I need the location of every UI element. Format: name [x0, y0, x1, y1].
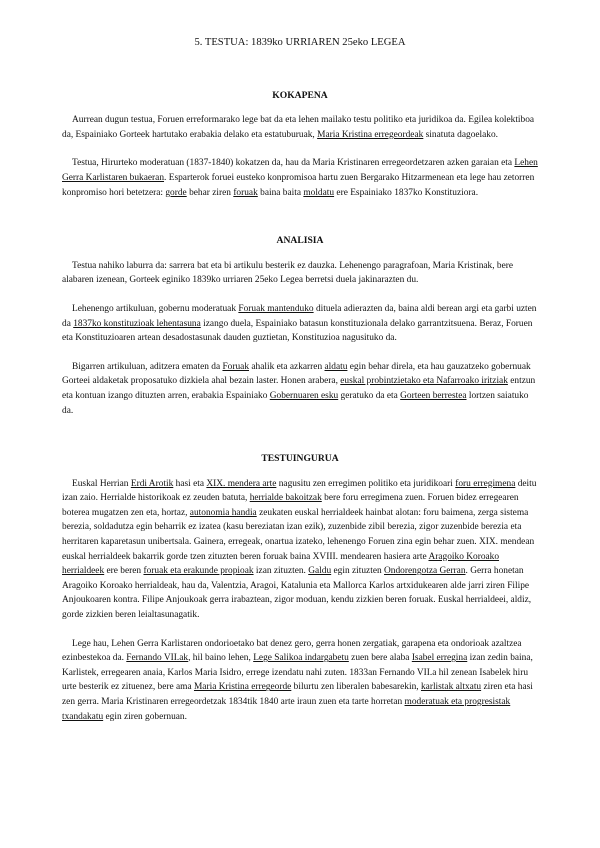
text-run: ere Espainiako 1837ko Konstituziora.: [334, 187, 479, 198]
text-run: dituela adierazten da, baina aldi berean argi eta garbi uzten da: [62, 303, 537, 329]
underlined-term: XIX. mendera arte: [206, 478, 277, 489]
text-run: deitu izan zaio. Herrialde historikoak ez zeuden batuta,: [62, 478, 537, 504]
underlined-term: Galdu: [308, 566, 332, 577]
underlined-term: Maria Kristina erregeorde: [193, 682, 292, 693]
text-run: sinatuta dagoelako.: [423, 129, 499, 140]
underlined-term: moldatu: [303, 187, 335, 198]
underlined-term: Fernando VII.ak: [126, 653, 189, 664]
underlined-term: 1837ko konstituzioak lehentasuna: [73, 318, 201, 329]
text-run: Lege hau, Lehen Gerra Karlistaren ondorioetako bat denez gero, gerra honen zergatiak, garapena eta ondorioak azaltzea ezinbestekoa da.: [62, 638, 522, 664]
underlined-term: Lege Salikoa indargabetu: [253, 653, 349, 664]
document-title: 5. TESTUA: 1839ko URRIAREN 25eko LEGEA: [194, 37, 406, 48]
underlined-term: Lehen Gerra Karlistaren bukaeran: [62, 158, 538, 183]
text-run: nagusitu zen erregimen politiko eta juridikoari: [276, 478, 456, 489]
underlined-term: aldatu: [324, 361, 348, 372]
section-heading: KOKAPENA: [272, 89, 328, 101]
text-run: Testua, Hirurteko moderatuan (1837-1840) kokatzen da, hau da Maria Kristinaren erregeordetzaren azken garaian eta: [72, 158, 515, 169]
underlined-term: Ondorengotza Gerran: [384, 566, 466, 577]
underlined-term: Aragoiko Koroako herrialdeek: [62, 551, 500, 577]
text-run: egin zituzten: [331, 566, 385, 577]
text-run: egin behar direla, eta hau gauzatzeko gobernuak Gorteei aldaketak proposatuko dizkiela ahal bezain laster. Honen arabera,: [62, 361, 531, 387]
underlined-term: herrialde bakoitzak: [249, 493, 322, 504]
text-run: baina baita: [257, 187, 304, 198]
paragraph: [62, 302, 538, 346]
underlined-term: Erdi Arotik: [130, 478, 174, 489]
text-run: . Gerra honetan Aragoiko Koroako herrialdeak, hau da, Valentzia, Aragoi, Katalunia eta Mallorca Karlos artxidukearen alde jarri ziren Filipe Anjoukoaren kontra. Filipe Anjoukoak gerra irabaztean, zigor moduan, kendu zizkien beren foruak. Euskal herrialdeei, aldiz, gorde zizkien beren leialtasunagatik.: [62, 566, 532, 621]
underlined-term: Foruak mantenduko: [238, 303, 314, 314]
underlined-term: Foruak: [222, 361, 250, 372]
text-run: egin ziren gobernuan.: [103, 711, 187, 722]
section-heading: TESTUINGURUA: [261, 453, 339, 465]
text-run: geratuko da eta: [338, 390, 401, 401]
underlined-term: karlistak altxatu: [420, 682, 482, 693]
text-run: izan zedin baina, Karlistek, erregearen anaia, Karlos Maria Isidro, errege izendatu nahi zuten. 1833an Fernando VII.a hil zenean Isabelek hiru urte besterik ez zituenez, bere ama: [62, 653, 533, 693]
text-run: zuen bere alaba: [348, 653, 412, 664]
underlined-term: Gorteen berrestea: [400, 390, 467, 401]
text-run: Aurrean dugun testua, Foruen erreformarako lege bat da eta lehen mailako testu politiko eta juridikoa da. Egilea kolektiboa da, Espainiako Gorteek hartutako erabakia delako eta estatuburuak,: [62, 115, 535, 140]
text-run: bilurtu zen liberalen babesarekin,: [291, 682, 421, 693]
text-run: zeukaten euskal herrialdeek hainbat alotan: foru baimena, zerga sistema berezia, soldadutza egin beharrik ez izatea (kasu bereziatan izan ezik), zuzenbide zibil berezia, zigor zuzenbide berezia eta herritaren kaparetasun unibertsala. Gainera, erregeak, onartua izateko, lehenengo Foruen zina egin behar zuen. XIX. mendean euskal herrialdeek bakarrik gorde tzen zituzten beren foruak baina XVIII. mendearen hasiera arte: [62, 507, 535, 562]
underlined-term: moderatuak eta progresistak txandakatu: [62, 697, 511, 722]
text-run: lortzen saiatuko da.: [62, 390, 529, 416]
paragraph: [62, 156, 538, 200]
text-run: izango duela, Espainiako batasun konstituzionala delako garrantzitsuena. Beraz, Foruen eta Konstituzioaren artean desadostasunak dauden guztietan, Konstituzioa nagusituko da.: [62, 318, 533, 344]
text-run: bere foru erregimena zuen. Foruen bidez erregearen boterea mugatzen zen eta, hortaz,: [62, 493, 519, 518]
underlined-term: euskal probintzietako eta Nafarroako iritziak: [340, 376, 508, 387]
text-run: entzun eta kontuan izango dituzten arren, erabakia Espainiako: [62, 376, 536, 401]
paragraph: [62, 360, 538, 418]
section-heading: ANALISIA: [276, 235, 324, 247]
underlined-term: Maria Kristina erregeordeak: [317, 129, 424, 140]
text-run: , hil baino lehen,: [188, 653, 254, 664]
text-run: behar ziren: [186, 187, 234, 198]
text-run: ahalik eta azkarren: [249, 361, 325, 372]
underlined-term: Isabel erregina: [411, 653, 468, 664]
paragraph: [62, 113, 538, 142]
underlined-term: gorde: [165, 187, 187, 198]
underlined-term: foruak: [233, 187, 258, 198]
text-run: Euskal Herrian: [72, 478, 131, 489]
paragraph: [62, 477, 538, 623]
text-run: izan zituzten.: [253, 566, 309, 577]
text-run: . Esparterok foruei eusteko konpromisoa hartu zuen Bergarako Hitzarmenean eta lege hau zetorren konpromiso hori betetzera:: [62, 172, 535, 198]
document-body: [62, 89, 538, 725]
text-run: Bigarren artikuluan, aditzera ematen da: [72, 361, 223, 372]
paragraph: [62, 637, 538, 725]
text-run: Lehenengo artikuluan, gobernu moderatuak: [72, 303, 239, 314]
text-run: hasi eta: [173, 478, 207, 489]
text-run: ziren eta hasi zen gerra. Maria Kristinaren erregeordetzak 1834tik 1840 arte iraun zuen eta tarte horretan: [62, 682, 533, 707]
underlined-term: foru erregimena: [455, 478, 516, 489]
underlined-term: Gobernuaren esku: [269, 390, 339, 401]
text-run: Testua nahiko laburra da: sarrera bat eta bi artikulu besterik ez dauzka. Lehenengo paragrafoan, Maria Kristinak, bere alabaren izenean, Gorteek eginiko 1839ko urriaren 25eko Legea berretsi duela jakinarazten du.: [62, 260, 514, 286]
text-run: ere beren: [104, 566, 144, 577]
underlined-term: foruak eta erakunde propioak: [143, 566, 254, 577]
underlined-term: autonomia handia: [189, 507, 257, 518]
paragraph: [62, 259, 538, 288]
